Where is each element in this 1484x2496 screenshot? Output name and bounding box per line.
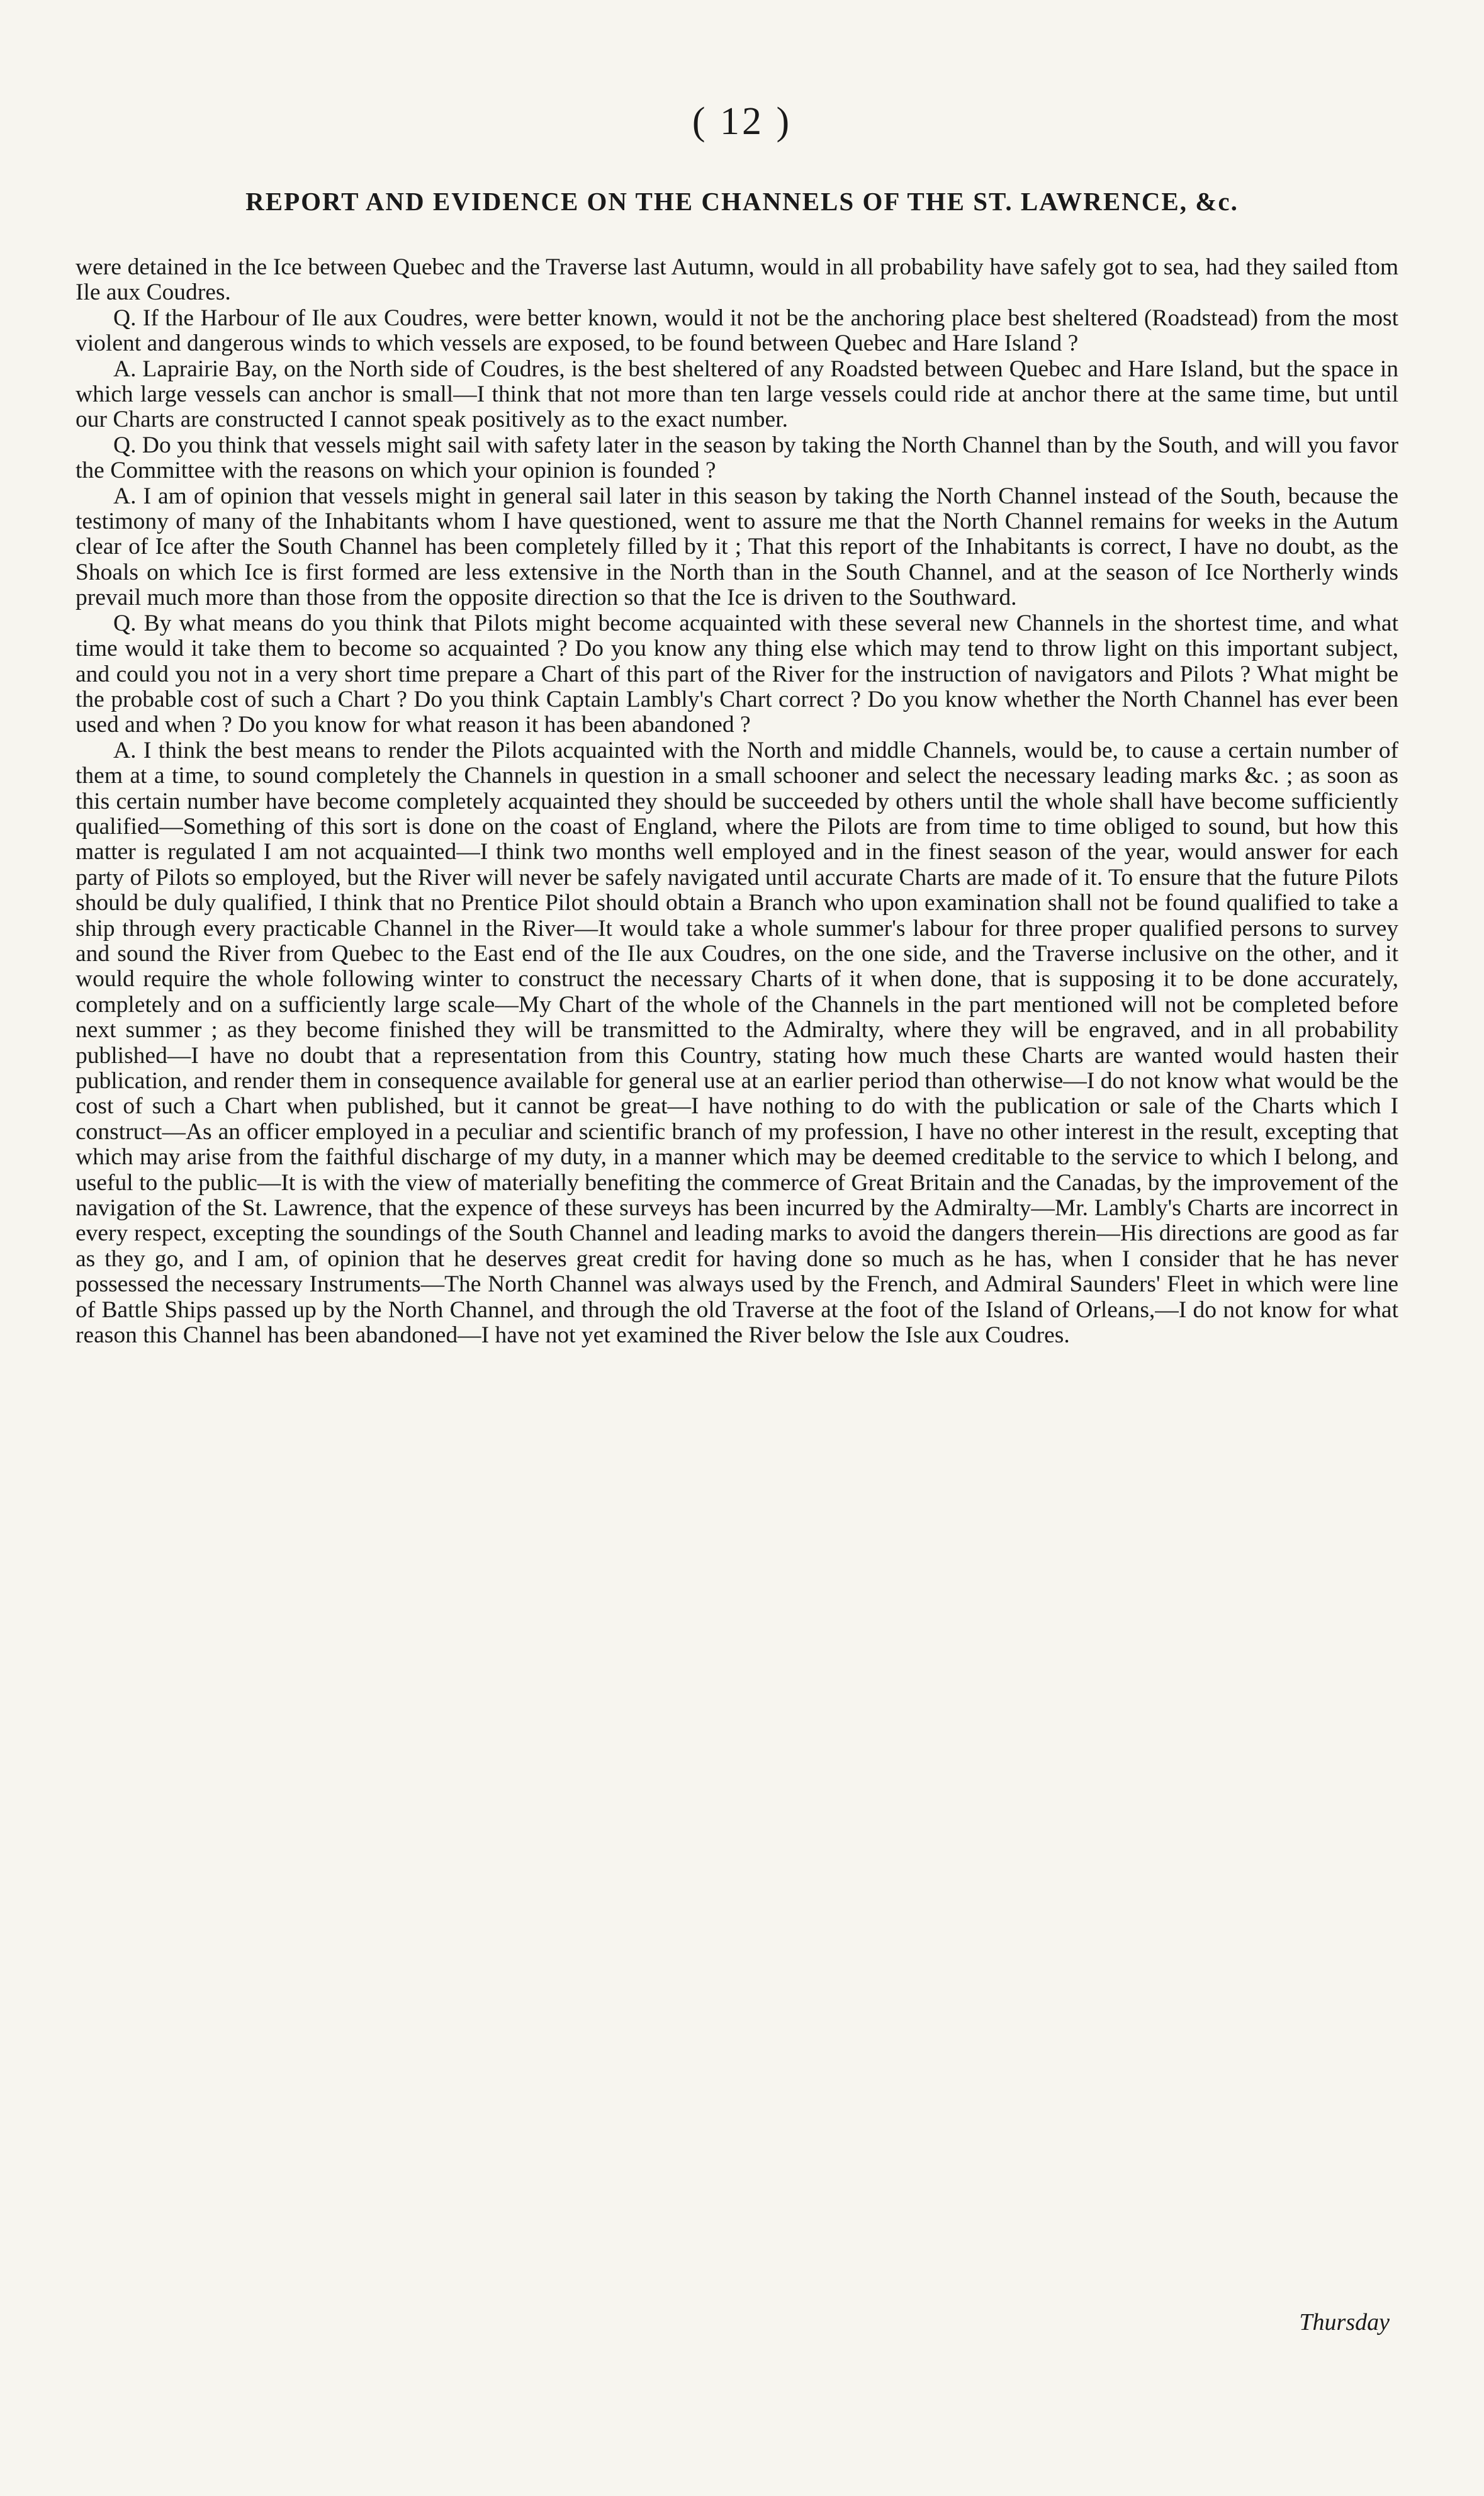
question-harbour: Q. If the Harbour of Ile aux Coudres, were better known, would it not be the anchoring place best sheltered (Roadstead) from the most violent and dangerous winds to which vessels are exposed, to be found between Quebec and Hare Island ? (76, 305, 1398, 357)
page-number: ( 12 ) (692, 100, 792, 143)
question-north-channel: Q. Do you think that vessels might sail with safety later in the season by taking the North Channel than by the South, and will you favor the Committee with the reasons on which your opinion is founded ? (76, 432, 1398, 484)
answer-north-channel: A. I am of opinion that vessels might in general sail later in this season by taking the North Channel instead of the South, because the testimony of many of the Inhabitants whom I have questioned, went to assure me that the North Channel remains for weeks in the Autum clear of Ice after the South Channel has been completely filled by it ; That this report of the Inhabitants is correct, I have no doubt, as the Shoals on which Ice is first formed are less extensive in the North than in the South Channel, and at the season of Ice Northerly winds prevail much more than those from the opposite direction so that the Ice is driven to the Southward. (76, 483, 1398, 611)
question-pilots: Q. By what means do you think that Pilots might become acquainted with these several new Channels in the shortest time, and what time would it take them to become so acquainted ? Do you know any thing else which may tend to throw light on this important subject, and could you not in a very short time prepare a Chart of this part of the River for the instruction of navigators and Pilots ? What might be the probable cost of such a Chart ? Do you think Captain Lambly's Chart correct ? Do you know whether the North Channel has ever been used and when ? Do you know for what reason it has been abandoned ? (76, 610, 1398, 738)
paragraph-continuation: were detained in the Ice between Quebec and the Traverse last Autumn, would in all probability have safely got to sea, had they sailed ftom Ile aux Coudres. (76, 254, 1398, 306)
answer-laprairie-bay: A. Laprairie Bay, on the North side of Coudres, is the best sheltered of any Roadsted between Quebec and Hare Island, but the space in which large vessels can anchor is small—I think that not more than ten large vessels could ride at anchor there at the same time, but until our Charts are constructed I cannot speak positively as to the exact number. (76, 356, 1398, 433)
catchword: Thursday (1299, 2309, 1390, 2336)
running-head: REPORT AND EVIDENCE ON THE CHANNELS OF THE ST. LAWRENCE, &c. (245, 187, 1239, 216)
answer-pilots: A. I think the best means to render the Pilots acquainted with the North and middle Channels, would be, to cause a certain number of them at a time, to sound completely the Channels in question in a small schooner and select the necessary leading marks &c. ; as soon as this certain number have become completely acquainted they should be succeeded by others until the whole shall have become sufficiently qualified—Something of this sort is done on the coast of England, where the Pilots are from time to time obliged to sound, but how this matter is regulated I am not acquainted—I think two months well employed and in the finest season of the year, would answer for each party of Pilots so employed, but the River will never be safely navigated until accurate Charts are made of it. To ensure that the future Pilots should be duly qualified, I think that no Prentice Pilot should obtain a Branch who upon examination shall not be found qualified to take a ship through every practicable Channel in the River—It would take a whole summer's labour for three proper qualified persons to survey and sound the River from Quebec to the East end of the Ile aux Coudres, on the one side, and the Traverse inclusive on the other, and it would require the whole following winter to construct the necessary Charts of it when done, that is supposing it to be done accurately, completely and on a sufficiently large scale—My Chart of the whole of the Channels in the part mentioned will not be completed before next summer ; as they become finished they will be transmitted to the Admiralty, where they will be engraved, and in all probability published—I have no doubt that a representation from this Country, stating how much these Charts are wanted would hasten their publication, and render them in consequence available for general use at an earlier period than otherwise—I do not know what would be the cost of such a Chart when published, but it cannot be great—I have nothing to do with the publication or sale of the Charts which I construct—As an officer employed in a peculiar and scientific branch of my profession, I have no other interest in the result, excepting that which may arise from the faithful discharge of my duty, in a manner which may be deemed creditable to the service to which I belong, and useful to the public—It is with the view of materially benefiting the commerce of Great Britain and the Canadas, by the improvement of the navigation of the St. Lawrence, that the expence of these surveys has been incurred by the Admiralty—Mr. Lambly's Charts are incorrect in every respect, excepting the soundings of the South Channel and leading marks to avoid the dangers therein—His directions are good as far as they go, and I am, of opinion that he deserves great credit for having done so much as he has, when I consider that he has never possessed the necessary Instruments—The North Channel was always used by the French, and Admiral Saunders' Fleet in which were line of Battle Ships passed up by the North Channel, and through the old Traverse at the foot of the Island of Orleans,—I do not know for what reason this Channel has been abandoned—I have not yet examined the River below the Isle aux Coudres. (76, 737, 1398, 1349)
body-text (76, 255, 1398, 1348)
